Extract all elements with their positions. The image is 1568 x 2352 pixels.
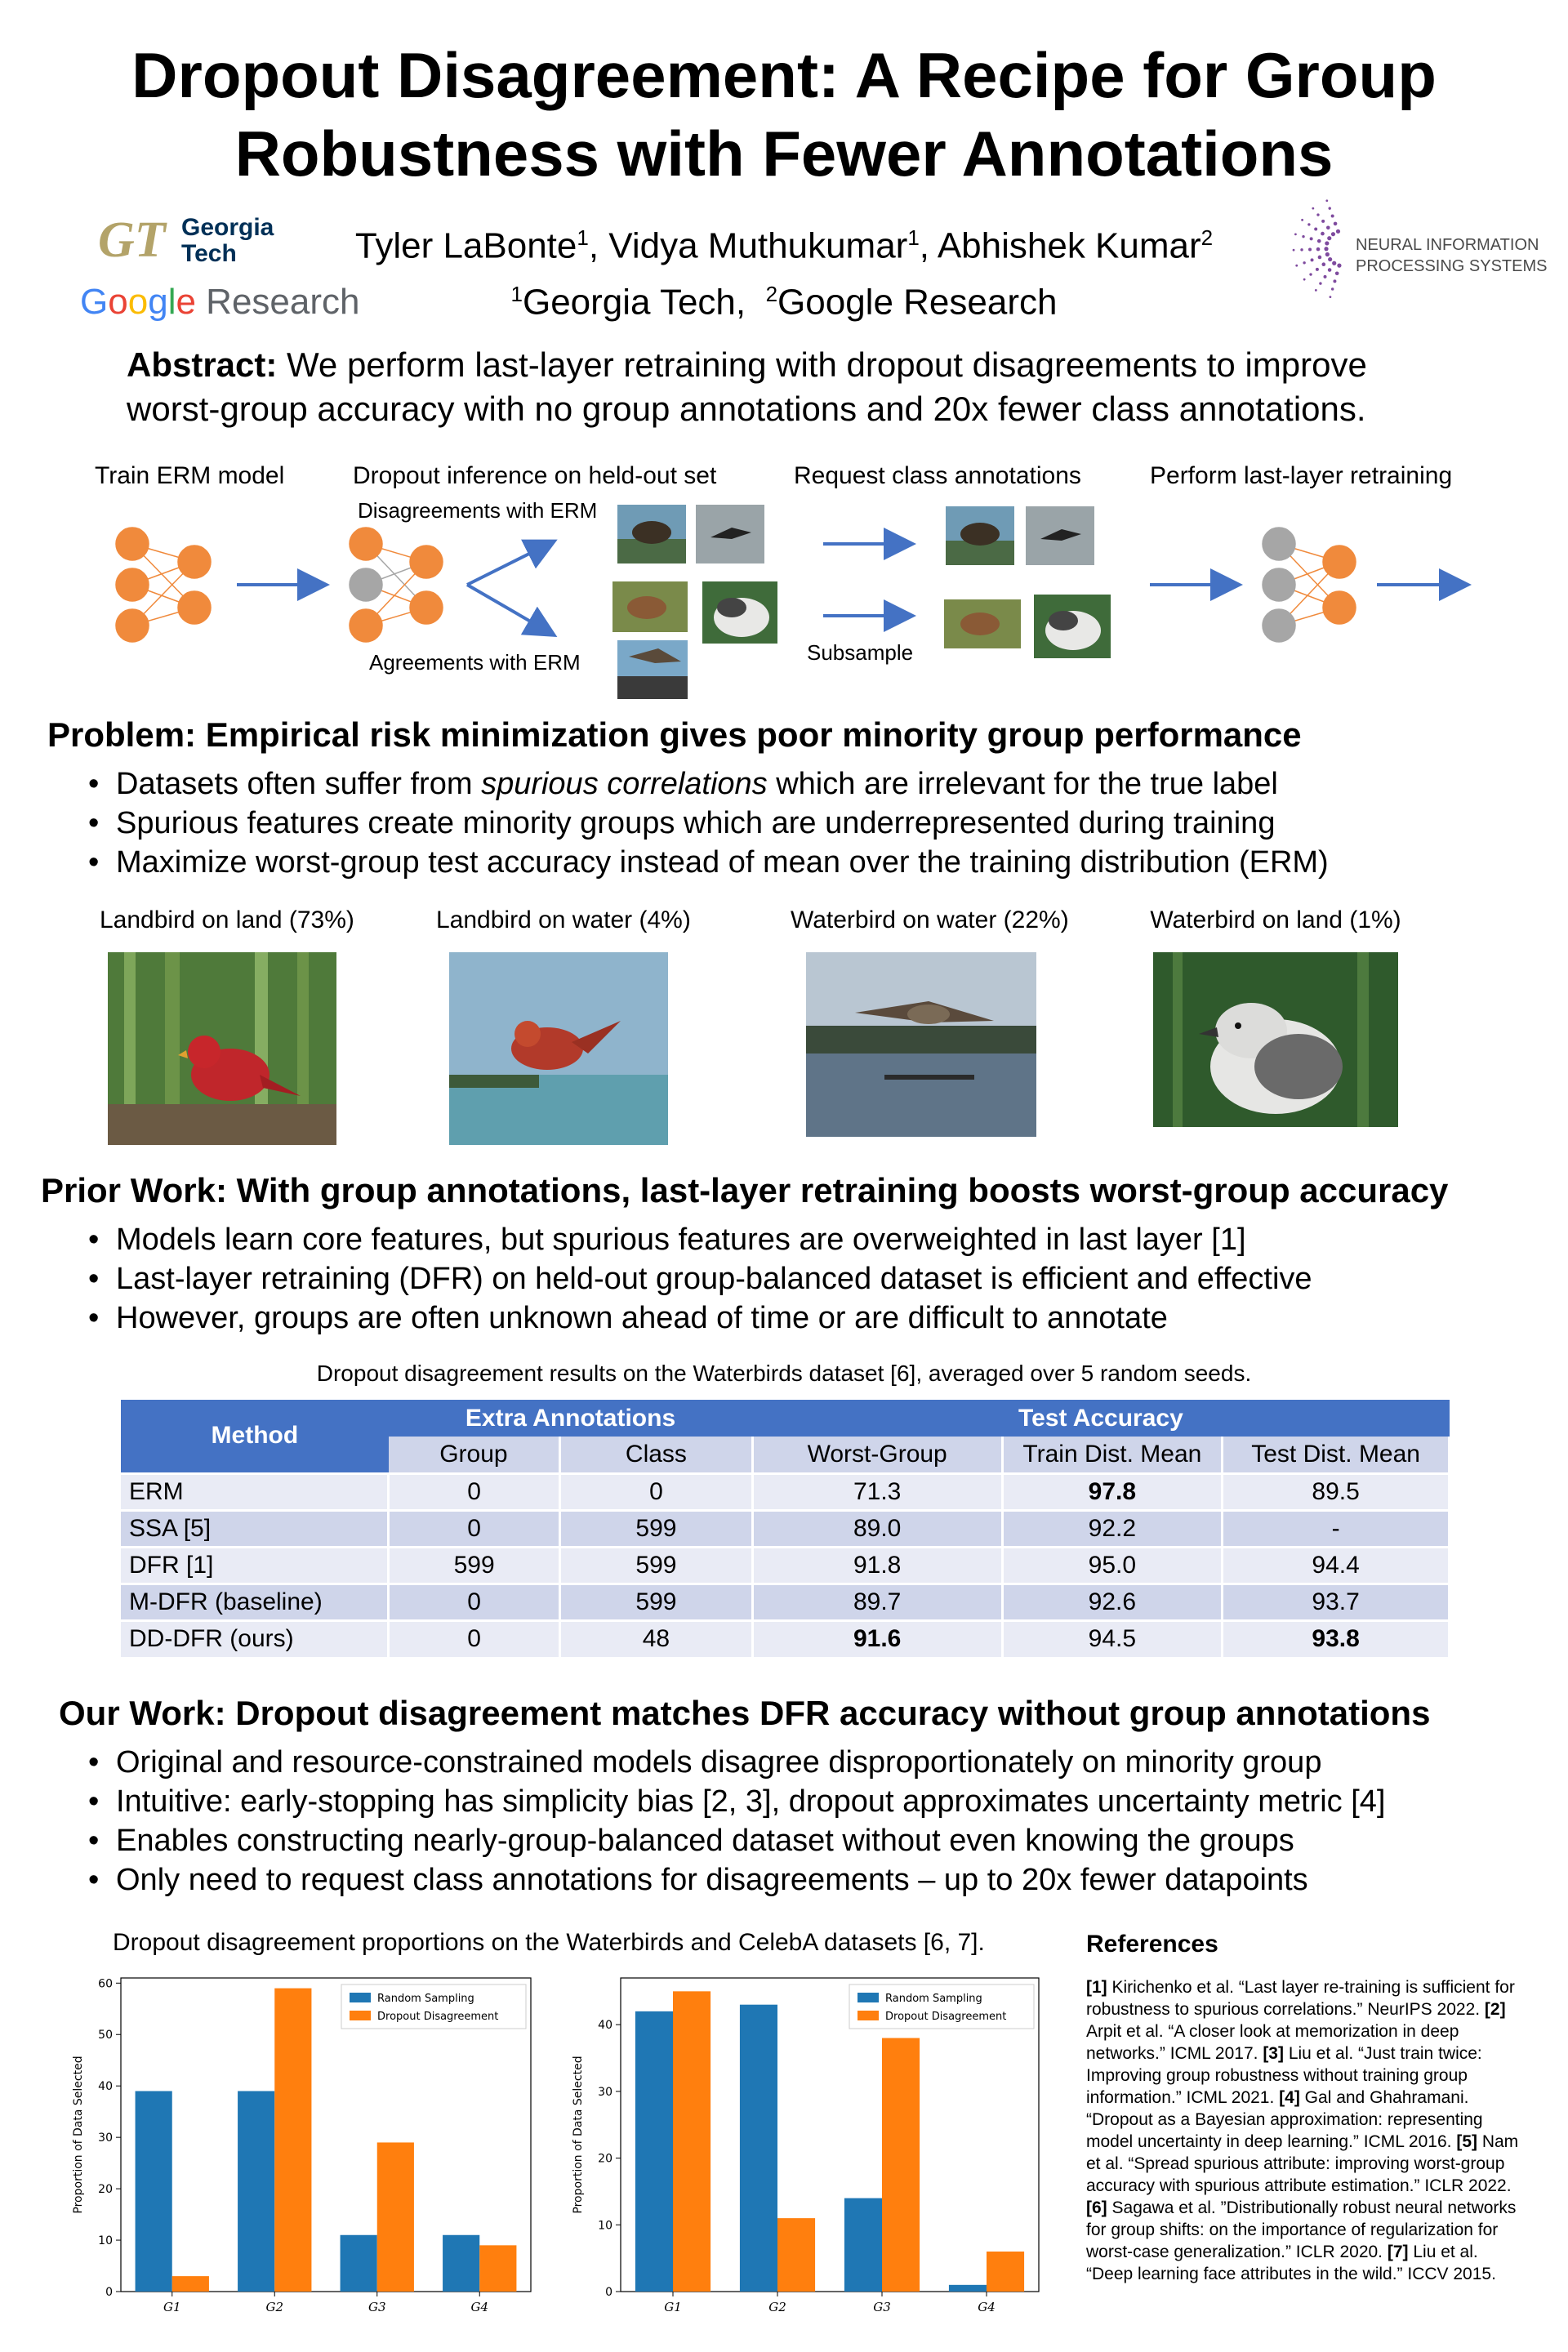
- logo-dot: [1316, 213, 1319, 216]
- ref-text: Arpit et al. “A closer look at memorization in deep networks.” ICML 2017.: [1086, 2022, 1459, 2063]
- retrained-network-icon: [1263, 528, 1356, 642]
- ref-number: [6]: [1086, 2198, 1107, 2217]
- logo-dot: [1327, 236, 1331, 240]
- legend-entry: Random Sampling: [885, 1993, 982, 2005]
- ref-text: Liu et al. “Deep learning face attributes in the wild.” ICCV 2015.: [1086, 2243, 1496, 2283]
- logo-dot: [1331, 232, 1335, 236]
- step-last-layer-retraining: Perform last-layer retraining: [1150, 462, 1453, 489]
- bullet-item: • Spurious features create minority groups which are underrepresented during training: [80, 804, 1329, 843]
- ref-text: Liu et al. “Just train twice: Improving group robustness without training group information.” ICML 2021.: [1086, 2044, 1482, 2107]
- celeba-proportion-chart: [564, 1967, 1045, 2334]
- logo-dot: [1328, 268, 1332, 272]
- y-tick-label: 40: [98, 2080, 113, 2094]
- affiliation-num: 2: [765, 281, 778, 306]
- our-work-bullets: [80, 1743, 1386, 1900]
- logo-dot: [1325, 241, 1329, 245]
- logo-dot: [1330, 296, 1332, 298]
- neurips-logo: [1271, 199, 1548, 297]
- bar-random-sampling: [635, 2011, 673, 2292]
- abstract-label: Abstract:: [127, 345, 278, 384]
- logo-dot: [1308, 247, 1312, 251]
- y-axis-label: Proportion of Data Selected: [572, 2056, 585, 2214]
- logo-dot: [1316, 268, 1319, 271]
- legend-swatch: [350, 2011, 371, 2020]
- svg-text:NEURAL INFORMATION: NEURAL INFORMATION: [1356, 236, 1539, 254]
- bullet-item: • Models learn core features, but spurious features are overweighted in last layer [1]: [80, 1220, 1312, 1259]
- group-caption: Landbird on water (4%): [436, 906, 691, 933]
- x-tick-label: G4: [470, 2300, 489, 2314]
- table-caption: Dropout disagreement results on the Waterbirds dataset [6], averaged over 5 random seeds.: [316, 1361, 1252, 1386]
- logo-dot: [1321, 262, 1325, 266]
- svg-text:GT: GT: [98, 212, 166, 268]
- logo-dot: [1325, 252, 1330, 256]
- table-row: DFR [1] 599 599 91.8 95.0 94.4: [121, 1547, 1450, 1584]
- albatross-water-image: [806, 952, 1036, 1137]
- bullet-item: • Maximize worst-group test accuracy instead of mean over the training distribution (ERM): [80, 843, 1329, 882]
- bar-random-sampling: [740, 2005, 777, 2292]
- svg-text:Tech: Tech: [181, 240, 237, 267]
- group-card-landbird-water: [436, 906, 691, 1149]
- affiliation-mark: 1: [907, 225, 920, 250]
- bullet-item: • Last-layer retraining (DFR) on held-out group-balanced dataset is efficient and effective: [80, 1259, 1312, 1298]
- logo-dot: [1321, 232, 1325, 236]
- bar-dropout-disagreement: [377, 2142, 414, 2292]
- header-worst-group: Worst-Group: [752, 1437, 1002, 1473]
- bar-dropout-disagreement: [673, 1991, 710, 2292]
- ref-text: Kirichenko et al. “Last layer re-training is sufficient for robustness to spurious correlations.” NeurIPS 2022.: [1086, 1978, 1515, 2019]
- bar-dropout-disagreement: [172, 2276, 209, 2292]
- bar-random-sampling: [443, 2235, 479, 2292]
- legend-entry: Dropout Disagreement: [885, 2011, 1007, 2023]
- y-tick-label: 40: [598, 2019, 612, 2033]
- logo-dot: [1324, 247, 1328, 251]
- logo-dot: [1295, 265, 1298, 267]
- table-row: ERM 0 0 71.3 97.8 89.5: [121, 1473, 1450, 1510]
- group-caption: Waterbird on land (1%): [1150, 906, 1401, 933]
- abstract-text: We perform last-layer retraining with dropout disagreements to improve worst-group accuracy with no group annotations and 20x fewer class annotations.: [127, 345, 1367, 428]
- bar-random-sampling: [238, 2091, 274, 2292]
- logo-dot: [1303, 278, 1306, 281]
- disagreements-label: Disagreements with ERM: [358, 498, 598, 523]
- logo-dot: [1332, 261, 1336, 265]
- logo-dot: [1336, 229, 1340, 234]
- logo-dot: [1293, 249, 1295, 252]
- header-class: Class: [560, 1437, 753, 1473]
- logo-dot: [1328, 257, 1332, 261]
- author-name: Tyler LaBonte: [354, 225, 577, 266]
- affiliation-mark: 1: [577, 225, 589, 250]
- legend-swatch: [858, 2011, 879, 2020]
- poster-title: [0, 36, 1568, 193]
- affiliation-name: Google Research: [777, 282, 1058, 323]
- logo-dot: [1335, 271, 1339, 275]
- bar-random-sampling: [136, 2091, 172, 2292]
- abstract: [127, 343, 1466, 431]
- affiliation-num: 1: [510, 281, 523, 306]
- georgia-tech-logo: [96, 211, 309, 266]
- x-tick-label: G1: [664, 2300, 682, 2314]
- step-request-annotations: Request class annotations: [794, 462, 1081, 489]
- y-tick-label: 20: [98, 2183, 113, 2197]
- ref-number: [1]: [1086, 1978, 1107, 1997]
- y-tick-label: 10: [598, 2219, 612, 2233]
- title-line-1: Dropout Disagreement: A Recipe for Group: [131, 39, 1437, 111]
- bullet-item: • Datasets often suffer from spurious correlations which are irrelevant for the true label: [80, 764, 1329, 804]
- header-test-dist-mean: Test Dist. Mean: [1223, 1437, 1450, 1473]
- logo-dot: [1302, 235, 1304, 238]
- step-dropout-inference: Dropout inference on held-out set: [353, 462, 717, 489]
- x-tick-label: G3: [873, 2300, 891, 2314]
- logo-dot: [1331, 287, 1334, 290]
- logo-dot: [1309, 273, 1312, 275]
- x-tick-label: G2: [265, 2300, 284, 2314]
- logo-dot: [1303, 261, 1305, 264]
- bullet-item: • Intuitive: early-stopping has simplicity bias [2, 3], dropout approximates uncertainty metric [4]: [80, 1782, 1386, 1821]
- title-line-2: Robustness with Fewer Annotations: [234, 118, 1334, 189]
- problem-heading: Problem: Empirical risk minimization gives poor minority group performance: [47, 715, 1302, 754]
- ref-number: [2]: [1484, 2000, 1506, 2019]
- group-card-waterbird-land: [1145, 906, 1406, 1131]
- subsample-label: Subsample: [807, 640, 914, 665]
- cardinal-water-image: [449, 952, 668, 1145]
- y-tick-label: 10: [98, 2234, 113, 2248]
- ref-text: Gal and Ghahramani. “Dropout as a Bayesian approximation: representing model uncertainty in deep learning.” ICML 2016.: [1086, 2088, 1483, 2151]
- bar-dropout-disagreement: [987, 2252, 1024, 2292]
- table-row: DD-DFR (ours) 0 48 91.6 94.5 93.8: [121, 1620, 1450, 1657]
- bar-dropout-disagreement: [274, 1989, 311, 2292]
- logo-dot: [1317, 239, 1321, 243]
- logo-dot: [1312, 207, 1314, 210]
- charts-caption: Dropout disagreement proportions on the Waterbirds and CelebA datasets [6, 7].: [113, 1929, 985, 1956]
- bar-random-sampling: [844, 2198, 882, 2292]
- logo-dot: [1316, 247, 1321, 252]
- held-out-bird-thumbnails: [612, 505, 777, 699]
- logo-dot: [1311, 258, 1314, 261]
- author-block: [294, 214, 1274, 326]
- references-list: [1086, 1976, 1519, 2285]
- author-names: Tyler LaBonte$^1$, Vidya Muthukumar$^1$, Abhishek Kumar$^2$: [354, 225, 1214, 266]
- y-tick-label: 0: [105, 2286, 113, 2299]
- annotated-bird-thumbnails: [944, 506, 1111, 658]
- group-caption: Landbird on land (73%): [100, 906, 354, 933]
- header-group: Group: [389, 1437, 560, 1473]
- our-work-heading: Our Work: Dropout disagreement matches DFR accuracy without group annotations: [59, 1694, 1431, 1732]
- logo-dot: [1337, 264, 1341, 268]
- y-tick-label: 60: [98, 1977, 113, 1991]
- group-caption: Waterbird on water (22%): [791, 906, 1069, 933]
- waterbirds-proportion-chart: [64, 1967, 537, 2334]
- ref-number: [7]: [1387, 2243, 1409, 2261]
- y-tick-label: 30: [598, 2085, 612, 2099]
- logo-dot: [1333, 279, 1336, 283]
- group-card-waterbird-water: [791, 906, 1069, 1141]
- dropout-network-icon: [350, 528, 443, 642]
- cardinal-bamboo-image: [108, 952, 336, 1145]
- logo-dot: [1294, 234, 1297, 236]
- method-pipeline-diagram: [74, 448, 1511, 709]
- author-name: Vidya Muthukumar: [608, 225, 908, 266]
- problem-bullets: [80, 764, 1329, 882]
- y-tick-label: 50: [98, 2029, 113, 2042]
- ref-text: Nam et al. “Spread spurious attribute: improving worst-group accuracy with spurious attribute estimation.” ICLR 2022.: [1086, 2132, 1519, 2195]
- legend-swatch: [858, 1993, 879, 2002]
- affiliation-mark: 2: [1200, 225, 1214, 250]
- ref-number: [5]: [1456, 2132, 1477, 2151]
- logo-dot: [1315, 289, 1317, 292]
- albatross-bamboo-image: [1153, 952, 1398, 1127]
- erm-network-icon: [116, 528, 211, 642]
- logo-dot: [1326, 225, 1330, 229]
- bar-random-sampling: [341, 2235, 377, 2292]
- bullet-item: • Original and resource-constrained models disagree disproportionately on minority group: [80, 1743, 1386, 1782]
- logo-dot: [1329, 207, 1331, 209]
- ref-number: [4]: [1279, 2088, 1300, 2107]
- bullet-item: • Only need to request class annotations for disagreements – up to 20x fewer datapoints: [80, 1860, 1386, 1900]
- legend-entry: Random Sampling: [377, 1993, 474, 2005]
- logo-dot: [1318, 256, 1322, 260]
- logo-dot: [1310, 237, 1313, 240]
- ref-text: Sagawa et al. ”Distributionally robust neural networks for group shifts: on the importance of regularization for worst-case generalization.” ICLR 2020.: [1086, 2198, 1517, 2261]
- header-train-dist-mean: Train Dist. Mean: [1002, 1437, 1223, 1473]
- author-name: Abhishek Kumar: [937, 225, 1201, 266]
- bullet-item: • However, groups are often unknown ahead of time or are difficult to annotate: [80, 1298, 1312, 1338]
- affiliation-name: Georgia Tech: [522, 282, 736, 323]
- svg-text:PROCESSING SYSTEMS: PROCESSING SYSTEMS: [1356, 257, 1548, 275]
- logo-dot: [1325, 199, 1328, 202]
- x-tick-label: G4: [978, 2300, 996, 2314]
- references-title: References: [1086, 1931, 1218, 1958]
- x-tick-label: G1: [163, 2300, 181, 2314]
- y-tick-label: 30: [98, 2132, 113, 2145]
- bar-dropout-disagreement: [777, 2218, 815, 2292]
- bullet-item: • Enables constructing nearly-group-balanced dataset without even knowing the groups: [80, 1821, 1386, 1860]
- header-extra-annotations: Extra Annotations: [389, 1400, 753, 1437]
- y-tick-label: 0: [605, 2286, 612, 2299]
- logo-dot: [1307, 223, 1310, 225]
- bar-random-sampling: [949, 2285, 987, 2292]
- bar-dropout-disagreement: [479, 2245, 516, 2292]
- results-table: [121, 1400, 1450, 1657]
- header-test-accuracy: Test Accuracy: [752, 1400, 1449, 1437]
- header-method: Method: [121, 1400, 389, 1473]
- table-row: M-DFR (baseline) 0 599 89.7 92.6 93.7: [121, 1584, 1450, 1620]
- logo-dot: [1300, 248, 1303, 251]
- bar-dropout-disagreement: [882, 2038, 920, 2292]
- y-axis-label: Proportion of Data Selected: [72, 2056, 85, 2214]
- y-tick-label: 20: [598, 2152, 612, 2166]
- logo-dot: [1321, 220, 1325, 223]
- logo-dot: [1314, 228, 1317, 231]
- logo-dot: [1334, 222, 1338, 226]
- logo-dot: [1319, 282, 1321, 284]
- logo-dot: [1324, 275, 1327, 278]
- logo-dot: [1301, 219, 1303, 221]
- svg-text:Georgia: Georgia: [181, 214, 274, 241]
- svg-text:Google Research: Google Research: [80, 282, 360, 322]
- group-card-landbird-land: [100, 906, 354, 1149]
- x-tick-label: G3: [368, 2300, 386, 2314]
- table-row: SSA [5] 0 599 89.0 92.2 -: [121, 1510, 1450, 1547]
- legend-entry: Dropout Disagreement: [377, 2011, 499, 2023]
- step-train-erm: Train ERM model: [95, 462, 285, 489]
- legend-swatch: [350, 1993, 371, 2002]
- ref-number: [3]: [1263, 2044, 1284, 2063]
- logo-dot: [1331, 215, 1334, 218]
- prior-work-bullets: [80, 1220, 1312, 1338]
- prior-work-heading: Prior Work: With group annotations, last-layer retraining boosts worst-group accuracy: [41, 1171, 1449, 1209]
- x-tick-label: G2: [768, 2300, 786, 2314]
- agreements-label: Agreements with ERM: [369, 650, 581, 675]
- affiliations: $^1$Georgia Tech, $^2$Google Research: [510, 281, 1058, 323]
- pipeline-graphics: [74, 448, 1511, 709]
